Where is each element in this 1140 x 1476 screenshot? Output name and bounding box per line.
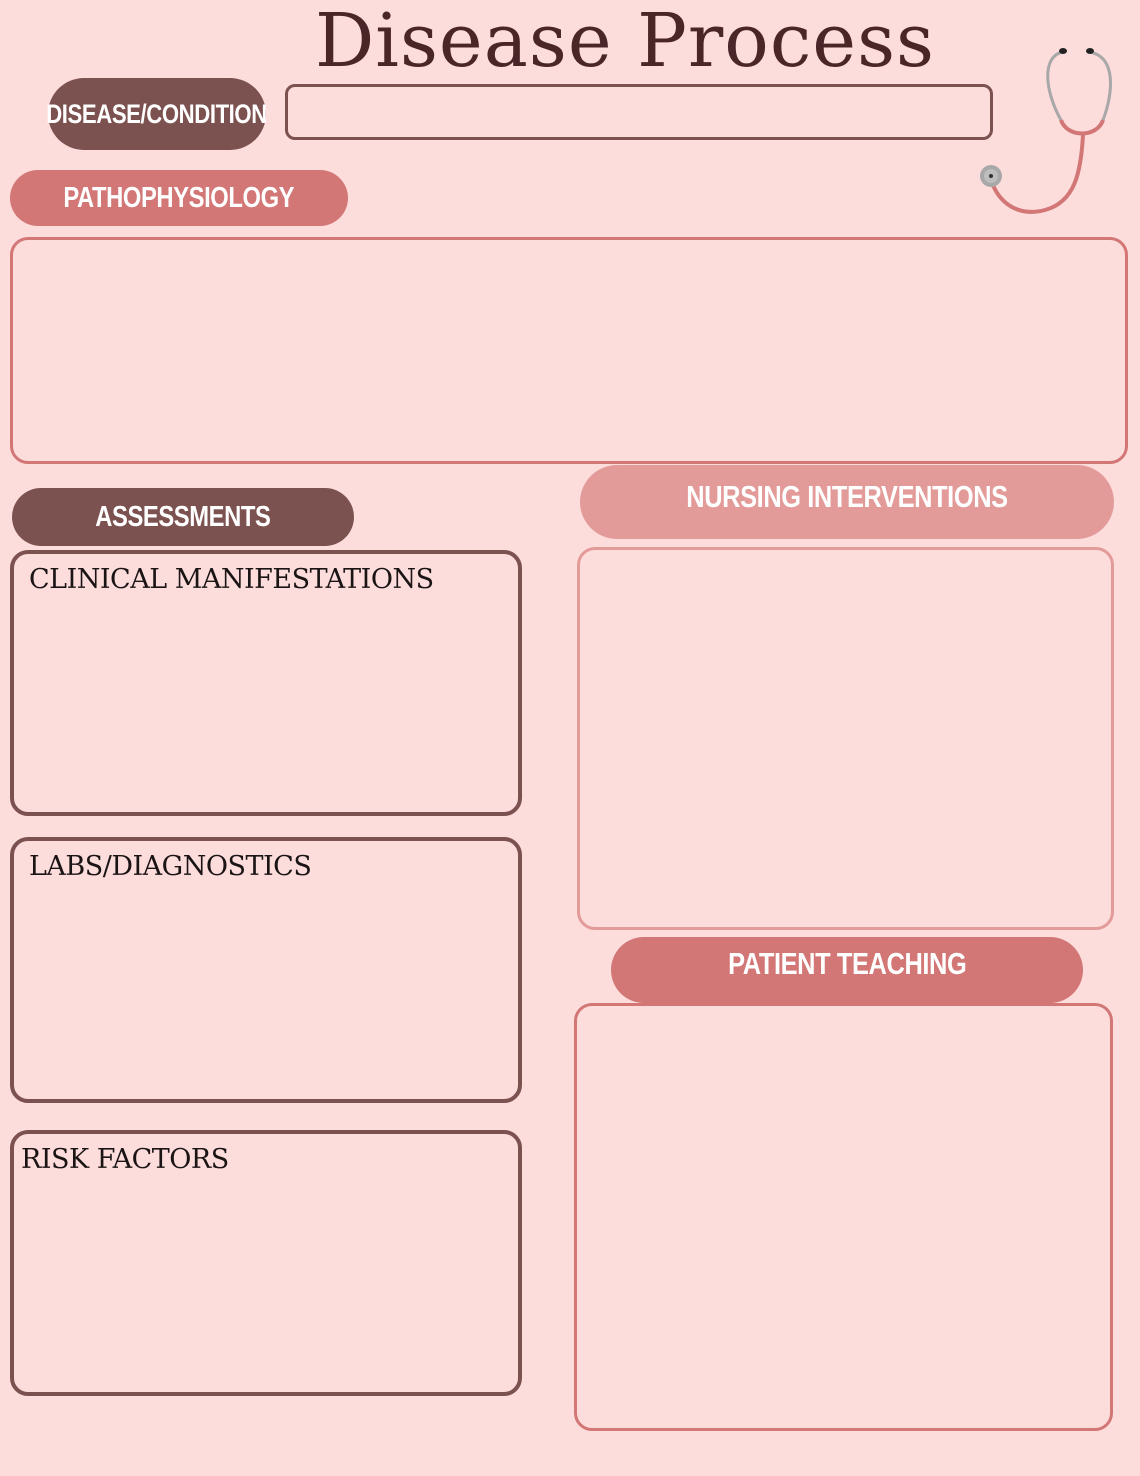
nursing-interventions-label: NURSING INTERVENTIONS	[580, 465, 1114, 539]
patient-teaching-label: PATIENT TEACHING	[611, 937, 1083, 1003]
disease-condition-label: DISEASE/CONDITION	[48, 78, 266, 150]
risk-factors-label: RISK FACTORS	[21, 1144, 229, 1175]
pathophysiology-field[interactable]	[10, 237, 1128, 464]
labs-diagnostics-label: LABS/DIAGNOSTICS	[29, 851, 312, 882]
page-title: Disease Process	[314, 0, 936, 84]
disease-condition-field[interactable]	[285, 84, 993, 140]
pathophysiology-label: PATHOPHYSIOLOGY	[10, 170, 348, 226]
nursing-interventions-field[interactable]	[577, 547, 1114, 930]
assessments-label: ASSESSMENTS	[12, 488, 354, 546]
risk-factors-field[interactable]	[10, 1130, 522, 1396]
labs-diagnostics-field[interactable]	[10, 837, 522, 1103]
stethoscope-icon	[975, 42, 1120, 222]
clinical-manifestations-label: CLINICAL MANIFESTATIONS	[29, 564, 434, 595]
patient-teaching-field[interactable]	[574, 1003, 1113, 1431]
clinical-manifestations-field[interactable]	[10, 550, 522, 816]
